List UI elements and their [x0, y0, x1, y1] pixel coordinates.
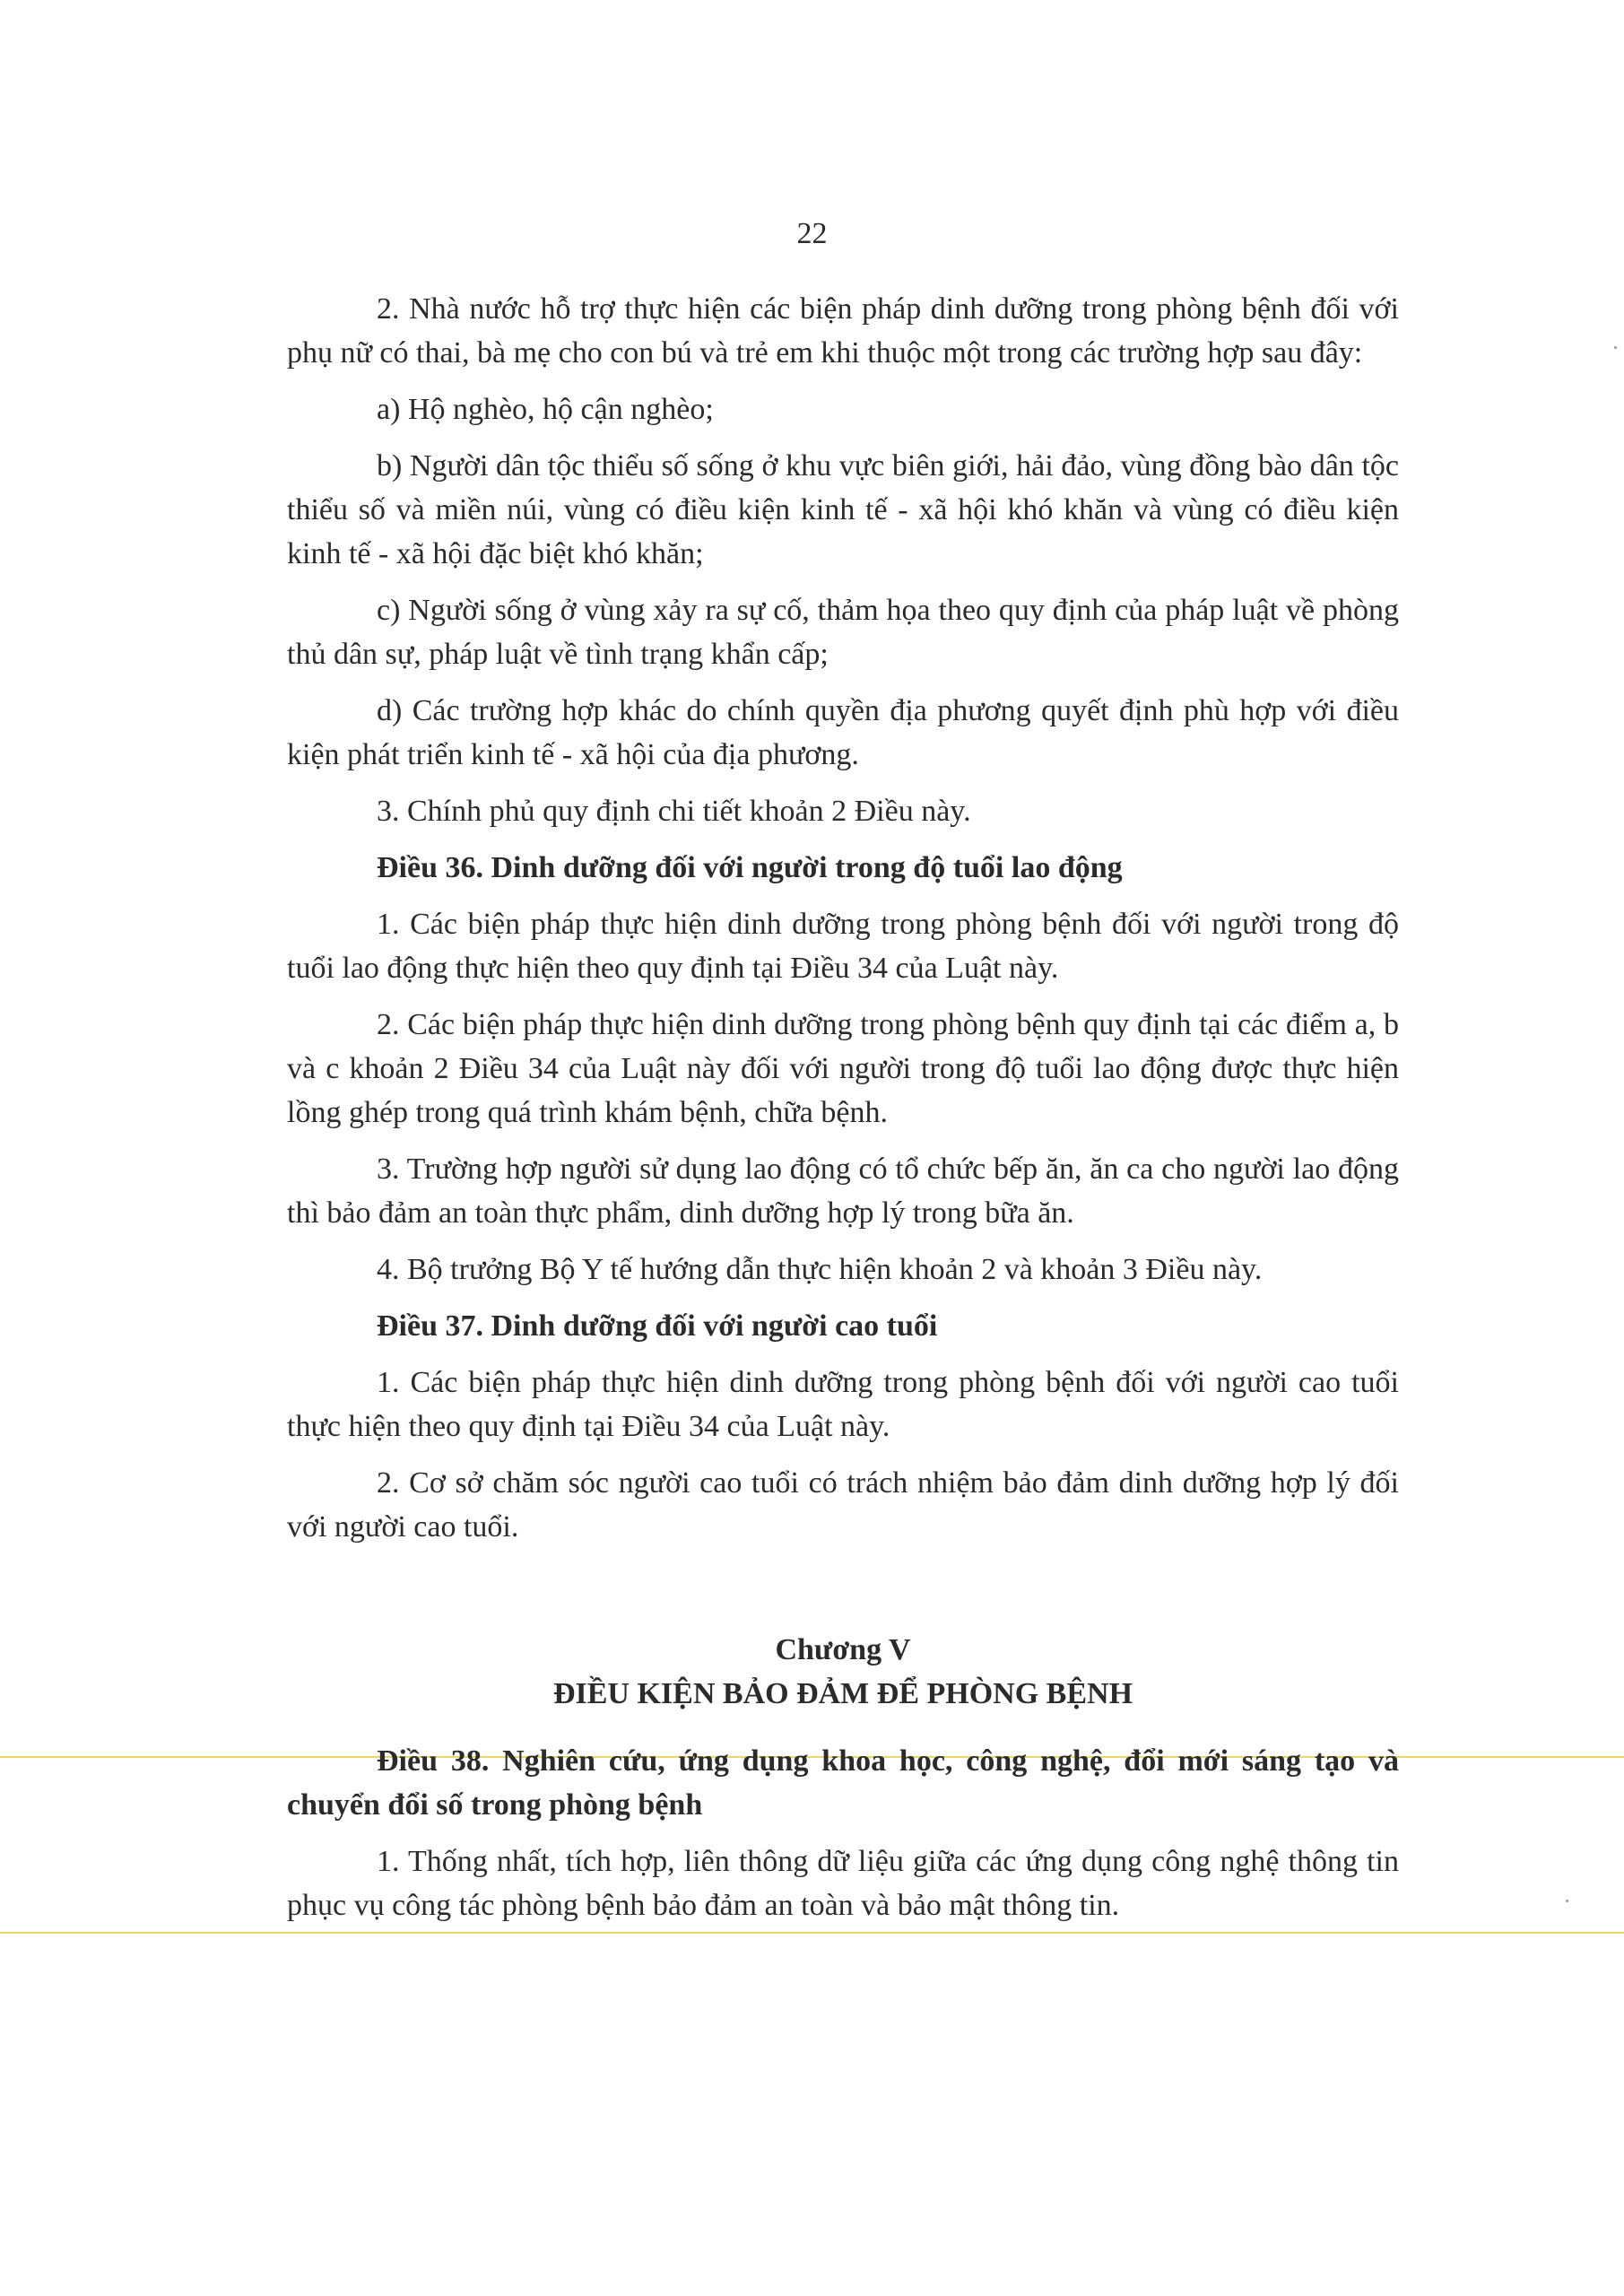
- article-heading: Điều 37. Dinh dưỡng đối với người cao tuổi: [377, 1309, 938, 1343]
- article-heading: Điều 36. Dinh dưỡng đối với người trong độ tuổi lao động: [377, 851, 1123, 884]
- list-item: d) Các trường hợp khác do chính quyền địa phương quyết định phù hợp với điều kiện phát triển kinh tế - xã hội của địa phương.: [287, 694, 1399, 771]
- paragraph: 1. Các biện pháp thực hiện dinh dưỡng trong phòng bệnh đối với người cao tuổi thực hiện theo quy định tại Điều 34 của Luật này.: [287, 1366, 1399, 1443]
- chapter-number: Chương V: [775, 1633, 911, 1666]
- page-number: 22: [796, 217, 828, 250]
- document-body: [287, 287, 1399, 1927]
- paragraph: 2. Nhà nước hỗ trợ thực hiện các biện pháp dinh dưỡng trong phòng bệnh đối với phụ nữ có thai, bà mẹ cho con bú và trẻ em khi thuộc một trong các trường hợp sau đây:: [287, 292, 1399, 370]
- paragraph: 2. Các biện pháp thực hiện dinh dưỡng trong phòng bệnh quy định tại các điểm a, b và c khoản 2 Điều 34 của Luật này đối với người trong độ tuổi lao động được thực hiện lồng ghép trong quá trình khám bệnh, chữa bệnh.: [287, 1008, 1399, 1129]
- paragraph: 3. Chính phủ quy định chi tiết khoản 2 Điều này.: [377, 795, 971, 828]
- list-item: a) Hộ nghèo, hộ cận nghèo;: [377, 393, 714, 426]
- paragraph: 2. Cơ sở chăm sóc người cao tuổi có trách nhiệm bảo đảm dinh dưỡng hợp lý đối với người cao tuổi.: [287, 1466, 1399, 1544]
- paragraph: 4. Bộ trưởng Bộ Y tế hướng dẫn thực hiện khoản 2 và khoản 3 Điều này.: [377, 1253, 1263, 1286]
- scan-speck: [1566, 1900, 1568, 1902]
- scan-speck: [1614, 346, 1617, 349]
- paragraph: 3. Trường hợp người sử dụng lao động có tổ chức bếp ăn, ăn ca cho người lao động thì bảo đảm an toàn thực phẩm, dinh dưỡng hợp lý trong bữa ăn.: [287, 1152, 1399, 1230]
- article-heading: Điều 38. Nghiên cứu, ứng dụng khoa học, công nghệ, đổi mới sáng tạo và chuyển đổi số trong phòng bệnh: [287, 1744, 1399, 1822]
- list-item: c) Người sống ở vùng xảy ra sự cố, thảm họa theo quy định của pháp luật về phòng thủ dân sự, pháp luật về tình trạng khẩn cấp;: [287, 594, 1399, 671]
- scan-line-artifact: [0, 1932, 1624, 1934]
- chapter-title: ĐIỀU KIỆN BẢO ĐẢM ĐỂ PHÒNG BỆNH: [552, 1677, 1133, 1710]
- chapter-header: [287, 1628, 1399, 1716]
- paragraph: 1. Các biện pháp thực hiện dinh dưỡng trong phòng bệnh đối với người trong độ tuổi lao động thực hiện theo quy định tại Điều 34 của Luật này.: [287, 908, 1399, 985]
- paragraph: 1. Thống nhất, tích hợp, liên thông dữ liệu giữa các ứng dụng công nghệ thông tin phục vụ công tác phòng bệnh bảo đảm an toàn và bảo mật thông tin.: [287, 1845, 1399, 1922]
- list-item: b) Người dân tộc thiểu số sống ở khu vực biên giới, hải đảo, vùng đồng bào dân tộc thiểu số và miền núi, vùng có điều kiện kinh tế - xã hội khó khăn và vùng có điều kiện kinh tế - xã hội đặc biệt khó khăn;: [287, 449, 1399, 570]
